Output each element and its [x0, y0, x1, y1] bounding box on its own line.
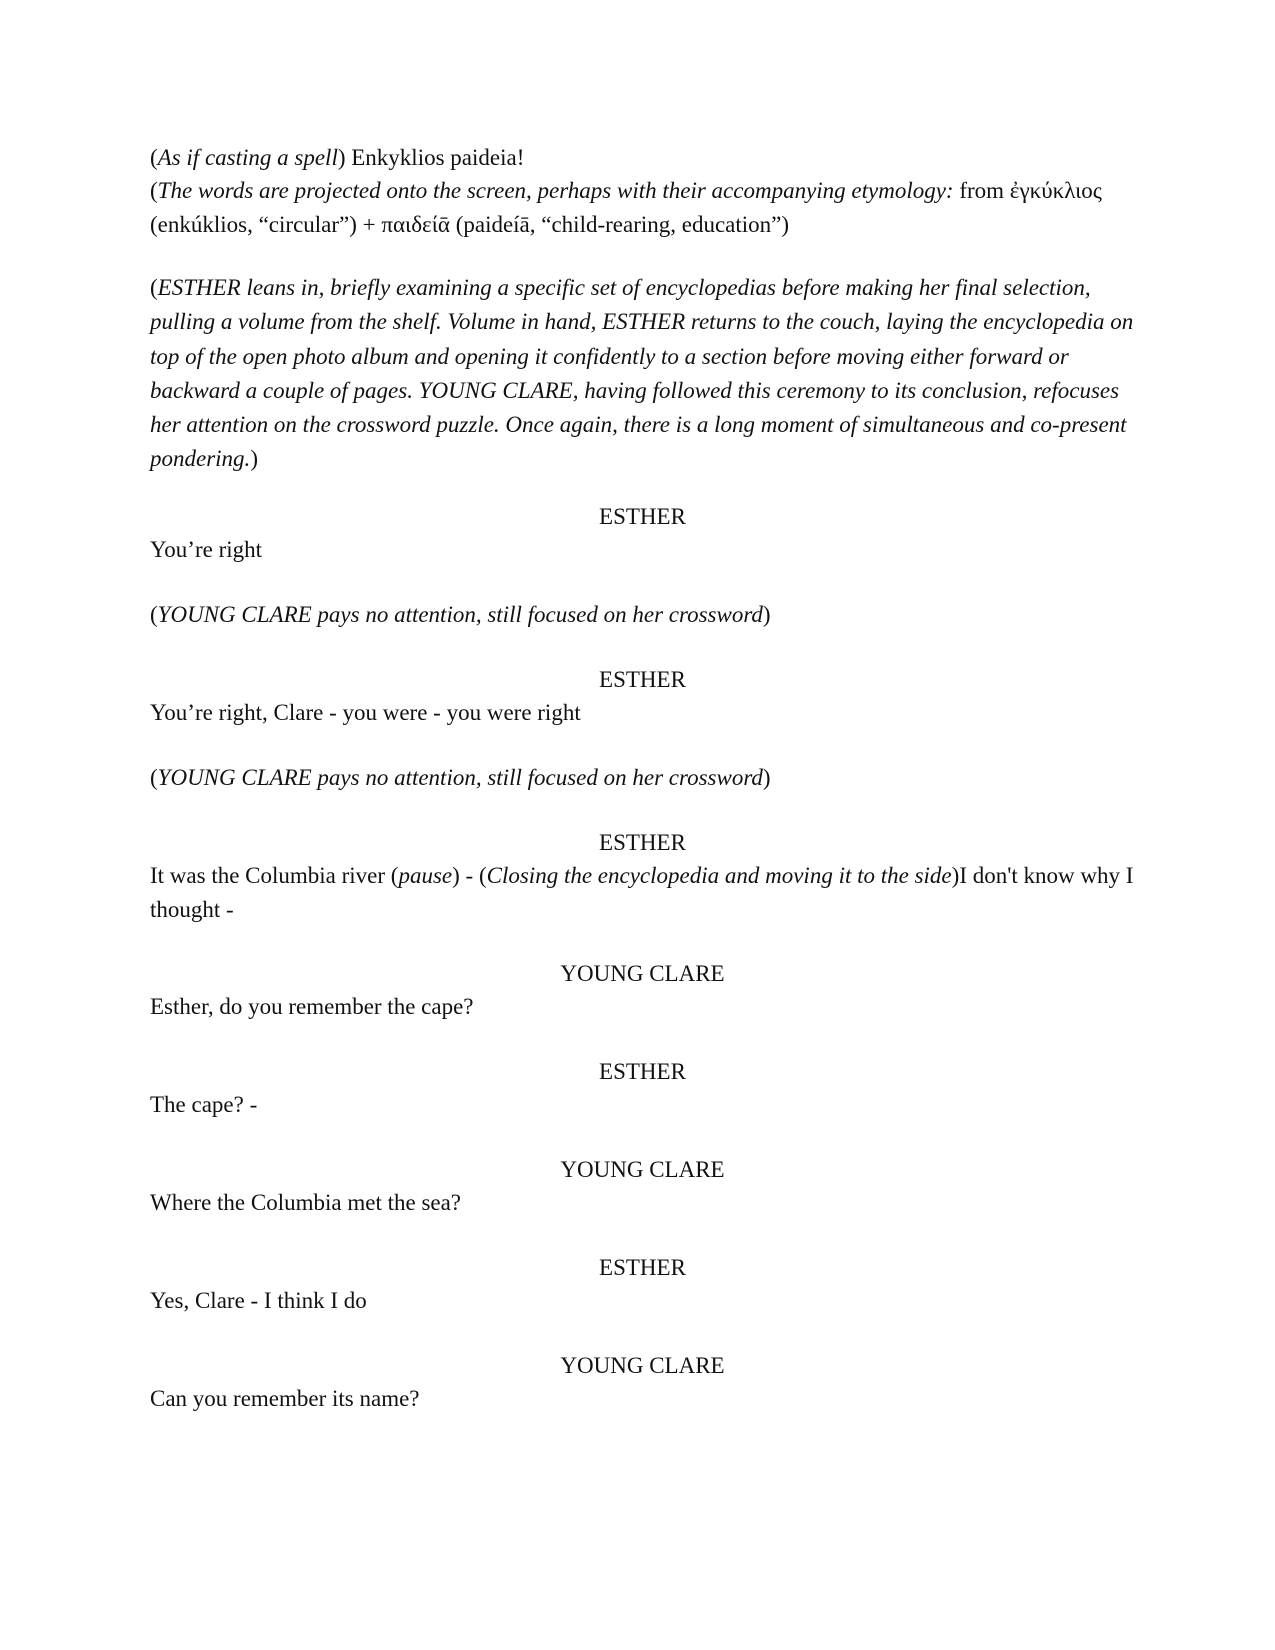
- speaker-name: YOUNG CLARE: [560, 1157, 725, 1182]
- stage-direction: (YOUNG CLARE pays no attention, still focused on her crossword): [150, 765, 771, 790]
- dialogue-line: You’re right: [150, 537, 263, 562]
- dialogue-line-columbia: It was the Columbia river (pause) - (Closing the encyclopedia and moving it to the side)I don't know why I thought -: [150, 863, 1134, 923]
- speaker-name: ESTHER: [599, 1059, 686, 1084]
- speaker-name: ESTHER: [599, 1255, 686, 1280]
- stage-direction-etymology: (The words are projected onto the screen, perhaps with their accompanying etymology: from ἐγκύκλιος (enkúklios, “circular”) + παιδείᾱ (paideíā, “child-rearing, education”): [150, 178, 1102, 238]
- stage-direction: (YOUNG CLARE pays no attention, still focused on her crossword): [150, 602, 771, 627]
- speaker-name: ESTHER: [599, 504, 686, 529]
- speaker-name: ESTHER: [599, 830, 686, 855]
- dialogue-line: Can you remember its name?: [150, 1386, 420, 1411]
- speaker-name: YOUNG CLARE: [560, 961, 725, 986]
- dialogue-line: Esther, do you remember the cape?: [150, 994, 474, 1019]
- dialogue-line: Yes, Clare - I think I do: [150, 1288, 367, 1313]
- speaker-name: ESTHER: [599, 667, 686, 692]
- dialogue-line-spell: (As if casting a spell) Enkyklios paideia!: [150, 145, 525, 170]
- dialogue-line: The cape? -: [150, 1092, 258, 1117]
- dialogue-line: You’re right, Clare - you were - you were right: [150, 700, 581, 725]
- stage-direction-encyclopedia: (ESTHER leans in, briefly examining a specific set of encyclopedias before making her final selection, pulling a volume from the shelf. Volume in hand, ESTHER returns to the couch, laying the encyclopedia on top of the open photo album and opening it confidently to a section before moving either forward or backward a couple of pages. YOUNG CLARE, having followed this ceremony to its conclusion, refocuses her attention on the crossword puzzle. Once again, there is a long moment of simultaneous and co-present pondering.): [150, 275, 1134, 472]
- dialogue-line: Where the Columbia met the sea?: [150, 1190, 462, 1215]
- speaker-name: YOUNG CLARE: [560, 1353, 725, 1378]
